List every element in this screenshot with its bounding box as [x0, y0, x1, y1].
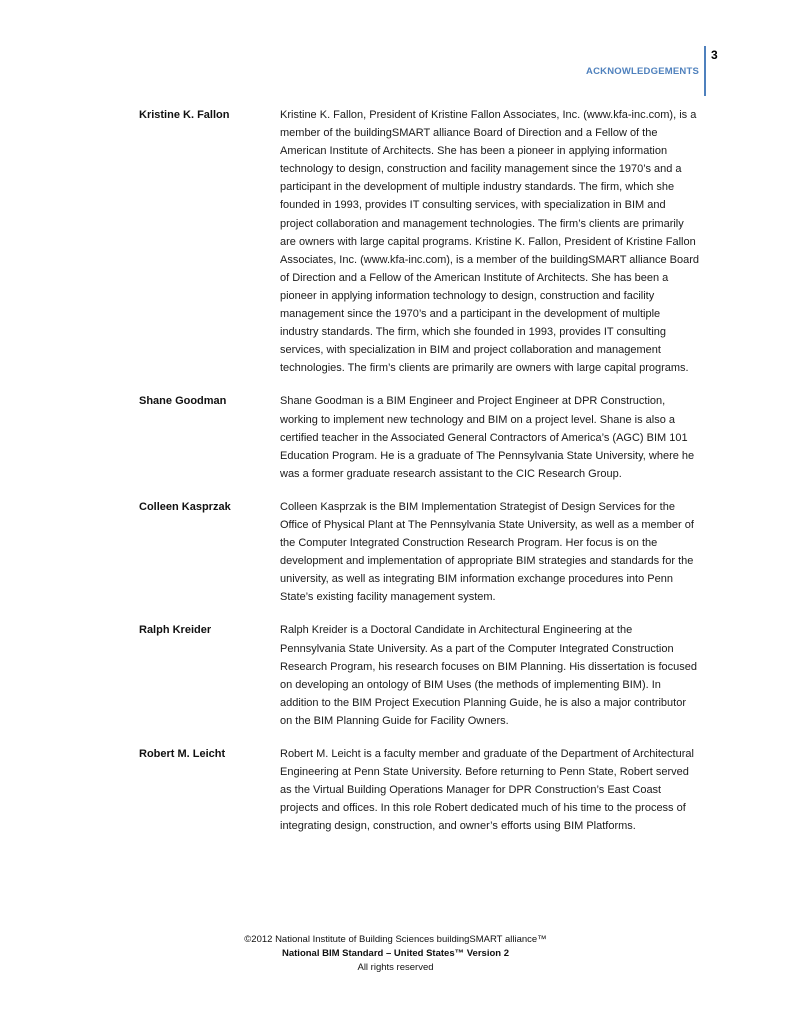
header-divider	[704, 46, 706, 96]
footer-copyright: ©2012 National Institute of Building Sciences buildingSMART alliance™	[244, 934, 547, 945]
acknowledgement-entry	[139, 621, 699, 730]
page-footer	[0, 933, 791, 975]
acknowledgements-list	[139, 106, 699, 850]
person-bio: Kristine K. Fallon, President of Kristine Fallon Associates, Inc. (www.kfa-inc.com), is a member of the buildingSMART alliance Board of Direction and a Fellow of the American Institute of Architects. She has been a pioneer in applying information technology to design, construction and facility management since the 1970’s and a participant in the development of multiple industry standards. The firm, which she founded in 1993, provides IT consulting services, with specialization in BIM and project collaboration and management technologies. The firm’s clients are primarily are owners with large capital programs. Kristine K. Fallon, President of Kristine Fallon Associates, Inc. (www.kfa-inc.com), is a member of the buildingSMART alliance Board of Direction and a Fellow of the American Institute of Architects. She has been a pioneer in applying information technology to design, construction and facility management since the 1970’s and a participant in the development of multiple industry standards. The firm, which she founded in 1993, provides IT consulting services, with specialization in BIM and project collaboration and management technologies. The firm’s clients are primarily are owners with large capital programs.	[280, 109, 699, 375]
person-name: Shane Goodman	[139, 395, 227, 408]
section-title: ACKNOWLEDGEMENTS	[586, 66, 699, 77]
person-name: Robert M. Leicht	[139, 748, 226, 760]
person-name: Kristine K. Fallon	[139, 109, 230, 121]
person-bio: Robert M. Leicht is a faculty member and graduate of the Department of Architectural Engineering at Penn State University. Before returning to Penn State, Robert served as the Virtual Building Operations Manager for DPR Construction’s East Coast projects and offices. In this role Robert dedicated much of his time to the process of integrating design, construction, and owner’s efforts using BIM Platforms.	[280, 748, 694, 833]
acknowledgement-entry	[139, 106, 699, 377]
person-bio: Ralph Kreider is a Doctoral Candidate in Architectural Engineering at the Pennsylvania State University. As a part of the Computer Integrated Construction Research Program, his research focuses on BIM Planning. His dissertation is focused on developing an ontology of BIM Uses (the methods of implementing BIM). In addition to the BIM Project Execution Planning Guide, he is also a major contributor on the BIM Planning Guide for Facility Owners.	[280, 624, 697, 727]
footer-standard-title: National BIM Standard – United States™ Version 2	[282, 948, 509, 959]
acknowledgement-entry	[139, 498, 699, 607]
person-name: Colleen Kasprzak	[139, 500, 231, 513]
acknowledgement-entry	[139, 745, 699, 835]
page-number: 3	[711, 48, 718, 62]
acknowledgement-entry	[139, 392, 699, 482]
person-bio: Shane Goodman is a BIM Engineer and Project Engineer at DPR Construction, working to implement new technology and BIM on a project level. Shane is also a certified teacher in the Associated General Contractors of America’s (AGC) BIM 101 Education Program. He is a graduate of The Pennsylvania State University, where he was a former graduate research assistant to the CIC Research Group.	[280, 395, 695, 480]
footer-rights: All rights reserved	[357, 962, 434, 973]
person-bio: Colleen Kasprzak is the BIM Implementation Strategist of Design Services for the Office of Physical Plant at The Pennsylvania State University, as well as a member of the Computer Integrated Construction Research Program. Her focus is on the development and implementation of appropriate BIM strategies and standards for the university, as well as integrating BIM information exchange procedures into Penn State’s existing facility management system.	[280, 500, 694, 604]
person-name: Ralph Kreider	[139, 624, 212, 637]
